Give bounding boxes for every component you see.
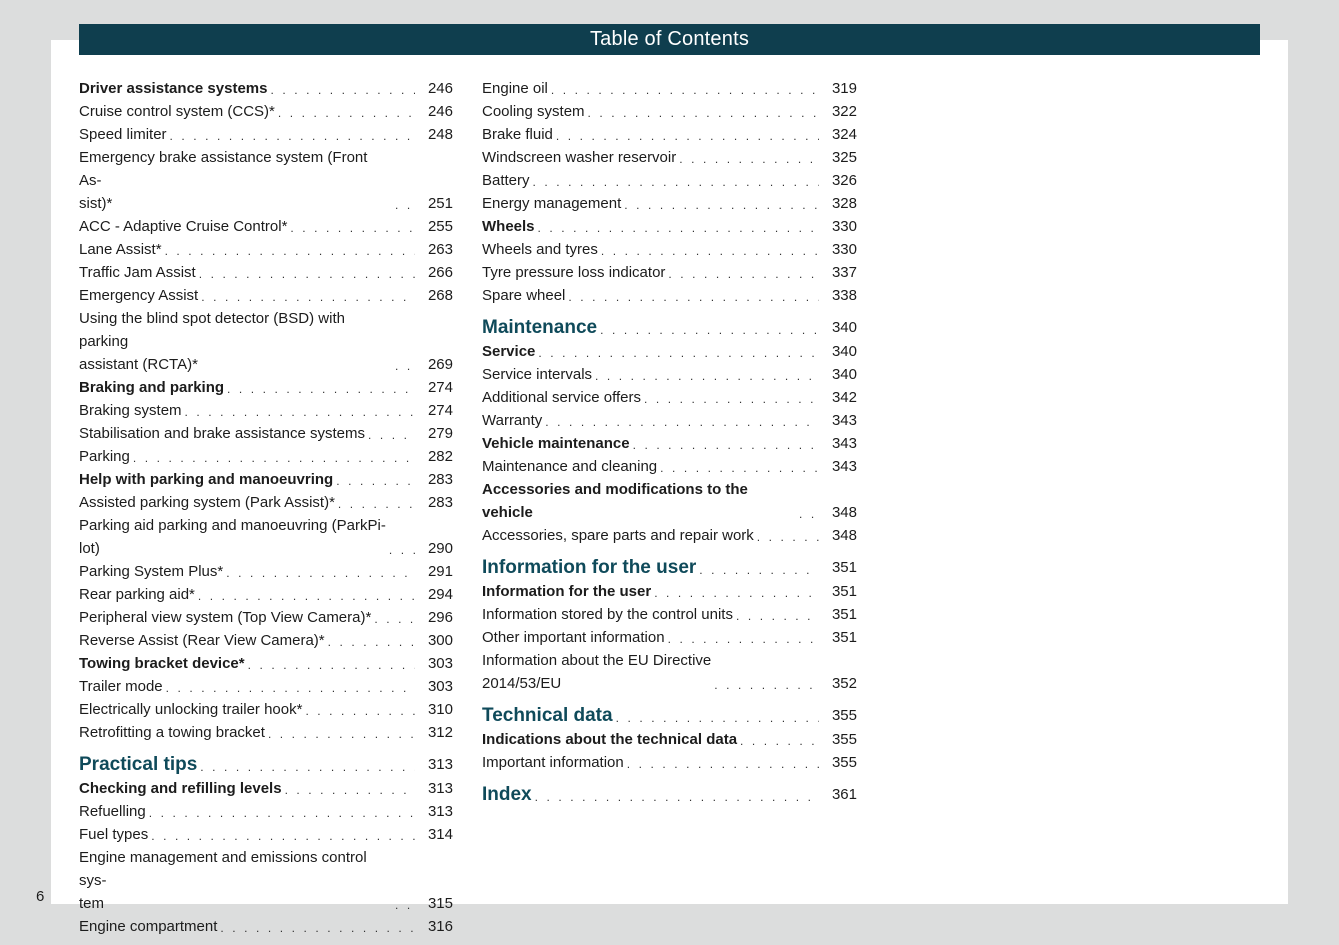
- toc-entry-label-wrap: [482, 192, 831, 215]
- toc-entry-label-wrap: [79, 468, 427, 491]
- toc-entry[interactable]: [79, 77, 453, 100]
- toc-entry-label-wrap: [79, 307, 427, 376]
- toc-entry-page: 310: [427, 701, 453, 718]
- toc-entry-label: Lane Assist*: [79, 241, 162, 258]
- toc-left-column: [79, 77, 453, 938]
- toc-entry[interactable]: [79, 560, 453, 583]
- toc-entry[interactable]: [79, 307, 453, 376]
- toc-entry[interactable]: [79, 422, 453, 445]
- dot-leader: [395, 195, 415, 215]
- dot-leader: [736, 606, 819, 626]
- toc-right-column: [482, 77, 857, 807]
- toc-entry[interactable]: [79, 100, 453, 123]
- dot-leader: [185, 402, 415, 422]
- toc-entry-label: Energy management: [482, 195, 622, 212]
- toc-entry-label-wrap: [79, 146, 427, 215]
- toc-entry[interactable]: [79, 753, 453, 777]
- toc-entry-label-wrap: [79, 721, 427, 744]
- toc-entry[interactable]: [482, 728, 857, 751]
- toc-entry-page: 263: [427, 241, 453, 258]
- dot-leader: [668, 629, 819, 649]
- toc-entry-label-wrap: [79, 261, 427, 284]
- toc-entry-label-wrap: [482, 783, 831, 807]
- toc-entry-page: 251: [427, 195, 453, 212]
- toc-entry[interactable]: [79, 238, 453, 261]
- toc-entry-label-wrap: [79, 123, 427, 146]
- toc-entry-page: 352: [831, 675, 857, 692]
- toc-entry-page: 268: [427, 287, 453, 304]
- toc-entry-page: 351: [831, 606, 857, 623]
- toc-entry-page: 340: [831, 319, 857, 336]
- dot-leader: [149, 803, 415, 823]
- toc-entry-page: 312: [427, 724, 453, 741]
- toc-entry-label-wrap: [482, 169, 831, 192]
- toc-entry-page: 315: [427, 895, 453, 912]
- toc-entry-label-wrap: [482, 77, 831, 100]
- toc-entry[interactable]: [79, 583, 453, 606]
- toc-entry[interactable]: [482, 238, 857, 261]
- toc-entry-page: 269: [427, 356, 453, 373]
- toc-entry-label: Using the blind spot detector (BSD) with parking assistant (RCTA)*: [79, 310, 345, 373]
- toc-entry-page: 291: [427, 563, 453, 580]
- toc-entry-page: 313: [427, 780, 453, 797]
- dot-leader: [535, 787, 819, 807]
- toc-entry[interactable]: [482, 192, 857, 215]
- toc-entry-page: 303: [427, 655, 453, 672]
- toc-entry[interactable]: [482, 626, 857, 649]
- toc-entry-label-wrap: [482, 603, 831, 626]
- toc-entry-label: Practical tips: [79, 754, 198, 775]
- toc-entry[interactable]: [79, 215, 453, 238]
- dot-leader: [568, 287, 819, 307]
- toc-entry[interactable]: [79, 284, 453, 307]
- toc-entry-label: Vehicle maintenance: [482, 435, 630, 452]
- toc-entry-label-wrap: [482, 751, 831, 774]
- toc-entry-label-wrap: [79, 846, 427, 915]
- toc-entry-label: Engine compartment: [79, 918, 218, 935]
- toc-entry[interactable]: [482, 603, 857, 626]
- toc-entry-label-wrap: [79, 238, 427, 261]
- toc-entry[interactable]: [79, 823, 453, 846]
- toc-entry[interactable]: [482, 432, 857, 455]
- dot-leader: [699, 560, 819, 580]
- toc-entry-page: 274: [427, 402, 453, 419]
- toc-entry-label-wrap: [79, 675, 427, 698]
- dot-leader: [624, 195, 819, 215]
- dot-leader: [389, 540, 415, 560]
- toc-entry[interactable]: [79, 652, 453, 675]
- toc-entry-label-wrap: [482, 363, 831, 386]
- toc-entry-label-wrap: [482, 556, 831, 580]
- toc-entry-label: Information stored by the control units: [482, 606, 733, 623]
- dot-leader: [644, 389, 819, 409]
- toc-entry-page: 337: [831, 264, 857, 281]
- toc-entry-label-wrap: [79, 399, 427, 422]
- toc-entry-label: Windscreen washer reservoir: [482, 149, 677, 166]
- toc-entry-label: Cruise control system (CCS)*: [79, 103, 275, 120]
- toc-entry[interactable]: [482, 77, 857, 100]
- toc-entry[interactable]: [79, 629, 453, 652]
- dot-leader: [740, 731, 819, 751]
- toc-entry[interactable]: [482, 316, 857, 340]
- toc-entry-label-wrap: [79, 583, 427, 606]
- toc-entry-page: 300: [427, 632, 453, 649]
- dot-leader: [268, 724, 415, 744]
- toc-entry-page: 355: [831, 731, 857, 748]
- toc-entry-label: Emergency brake assistance system (Front As- sist)*: [79, 149, 368, 212]
- toc-entry-label: Indications about the technical data: [482, 731, 738, 748]
- toc-entry-label-wrap: [482, 261, 831, 284]
- toc-entry-label: Wheels and tyres: [482, 241, 598, 258]
- toc-entry-page: 294: [427, 586, 453, 603]
- page-title: Table of Contents: [589, 28, 750, 50]
- toc-entry-label-wrap: [79, 698, 427, 721]
- toc-entry-page: 326: [831, 172, 857, 189]
- toc-entry-label: Engine oil: [482, 80, 548, 97]
- toc-entry-page: 348: [831, 504, 857, 521]
- toc-entry-page: 355: [831, 754, 857, 771]
- toc-entry[interactable]: [482, 704, 857, 728]
- toc-entry-label: Towing bracket device*: [79, 655, 245, 672]
- toc-entry-label-wrap: [482, 386, 831, 409]
- dot-leader: [336, 471, 415, 491]
- toc-entry-label: Parking System Plus*: [79, 563, 224, 580]
- toc-entry[interactable]: [482, 478, 857, 524]
- toc-entry-page: 325: [831, 149, 857, 166]
- toc-entry-label: Additional service offers: [482, 389, 641, 406]
- toc-entry[interactable]: [79, 800, 453, 823]
- toc-entry-page: 340: [831, 366, 857, 383]
- toc-entry[interactable]: [482, 783, 857, 807]
- toc-entry-label-wrap: [482, 146, 831, 169]
- toc-entry-page: 343: [831, 435, 857, 452]
- dot-leader: [654, 583, 819, 603]
- toc-entry[interactable]: [482, 524, 857, 547]
- dot-leader: [714, 675, 819, 695]
- toc-entry-label-wrap: [79, 491, 427, 514]
- toc-entry-page: 338: [831, 287, 857, 304]
- toc-entry-label-wrap: [482, 284, 831, 307]
- toc-entry-label-wrap: [79, 823, 427, 846]
- toc-entry-label-wrap: [482, 409, 831, 432]
- toc-entry[interactable]: [482, 215, 857, 238]
- toc-entry-page: 340: [831, 343, 857, 360]
- toc-entry-page: 330: [831, 218, 857, 235]
- dot-leader: [601, 241, 819, 261]
- toc-entry-label-wrap: [79, 445, 427, 468]
- toc-entry-page: 322: [831, 103, 857, 120]
- toc-entry-label-wrap: [482, 215, 831, 238]
- toc-entry-label-wrap: [79, 915, 427, 938]
- toc-entry-label-wrap: [482, 704, 831, 728]
- dot-leader: [201, 287, 415, 307]
- dot-leader: [545, 412, 819, 432]
- toc-entry-page: 246: [427, 103, 453, 120]
- dot-leader: [679, 149, 819, 169]
- toc-entry-page: 282: [427, 448, 453, 465]
- dot-leader: [226, 563, 415, 583]
- toc-entry-label: Battery: [482, 172, 530, 189]
- toc-entry[interactable]: [482, 580, 857, 603]
- toc-entry-label-wrap: [79, 422, 427, 445]
- toc-entry-label: Reverse Assist (Rear View Camera)*: [79, 632, 325, 649]
- toc-entry-label-wrap: [79, 284, 427, 307]
- toc-entry-page: 313: [427, 756, 453, 773]
- dot-leader: [151, 826, 415, 846]
- toc-entry-page: 324: [831, 126, 857, 143]
- toc-entry-label-wrap: [79, 376, 427, 399]
- toc-entry-page: 328: [831, 195, 857, 212]
- dot-leader: [248, 655, 415, 675]
- toc-entry[interactable]: [482, 169, 857, 192]
- toc-entry-label: Fuel types: [79, 826, 149, 843]
- toc-entry-label: Information about the EU Directive 2014/53/EU: [482, 652, 712, 692]
- toc-entry[interactable]: [482, 123, 857, 146]
- toc-entry-page: 361: [831, 786, 857, 803]
- toc-entry-label: Index: [482, 784, 532, 805]
- toc-entry-page: 283: [427, 471, 453, 488]
- toc-entry-label: Parking: [79, 448, 130, 465]
- toc-entry-label: Trailer mode: [79, 678, 163, 695]
- toc-entry-label: Technical data: [482, 705, 613, 726]
- toc-entry-label: Maintenance: [482, 317, 598, 338]
- toc-entry-page: 355: [831, 707, 857, 724]
- toc-entry-label-wrap: [482, 728, 831, 751]
- toc-entry-label-wrap: [482, 478, 831, 524]
- toc-entry-label: Engine management and emissions control sys- tem: [79, 849, 367, 912]
- toc-entry-label-wrap: [482, 432, 831, 455]
- toc-entry-label-wrap: [482, 580, 831, 603]
- toc-entry-page: 342: [831, 389, 857, 406]
- toc-entry-label: Driver assistance systems: [79, 80, 268, 97]
- toc-entry-label-wrap: [79, 514, 427, 560]
- toc-entry-page: 316: [427, 918, 453, 935]
- toc-entry-page: 343: [831, 458, 857, 475]
- dot-leader: [227, 379, 415, 399]
- dot-leader: [538, 343, 819, 363]
- toc-entry-label: Brake fluid: [482, 126, 553, 143]
- dot-leader: [533, 172, 819, 192]
- toc-entry-label: Service intervals: [482, 366, 593, 383]
- dot-leader: [395, 356, 415, 376]
- toc-entry[interactable]: [79, 491, 453, 514]
- toc-entry[interactable]: [79, 261, 453, 284]
- toc-entry-label-wrap: [79, 800, 427, 823]
- toc-entry[interactable]: [79, 399, 453, 422]
- toc-entry[interactable]: [79, 123, 453, 146]
- toc-entry-label: Warranty: [482, 412, 543, 429]
- toc-entry[interactable]: [482, 455, 857, 478]
- toc-entry-label: Service: [482, 343, 536, 360]
- toc-entry-label: ACC - Adaptive Cruise Control*: [79, 218, 288, 235]
- toc-header: [79, 24, 1260, 55]
- toc-entry-page: 313: [427, 803, 453, 820]
- dot-leader: [338, 494, 415, 514]
- toc-entry-label: Refuelling: [79, 803, 146, 820]
- toc-entry[interactable]: [79, 376, 453, 399]
- dot-leader: [220, 918, 415, 938]
- toc-entry-label: Cooling system: [482, 103, 585, 120]
- toc-entry-label-wrap: [79, 560, 427, 583]
- dot-leader: [368, 425, 415, 445]
- dot-leader: [133, 448, 415, 468]
- toc-entry-label: Traffic Jam Assist: [79, 264, 196, 281]
- toc-entry-label: Accessories, spare parts and repair work: [482, 527, 754, 544]
- toc-entry-label-wrap: [79, 77, 427, 100]
- toc-entry-page: 330: [831, 241, 857, 258]
- toc-entry[interactable]: [482, 340, 857, 363]
- toc-entry[interactable]: [482, 751, 857, 774]
- dot-leader: [290, 218, 415, 238]
- toc-entry[interactable]: [79, 777, 453, 800]
- toc-entry-label-wrap: [482, 100, 831, 123]
- toc-entry-label: Help with parking and manoeuvring: [79, 471, 334, 488]
- toc-entry-page: 351: [831, 559, 857, 576]
- toc-entry[interactable]: [79, 146, 453, 215]
- dot-leader: [199, 264, 415, 284]
- toc-entry-label: Speed limiter: [79, 126, 167, 143]
- toc-entry-label: Braking system: [79, 402, 182, 419]
- toc-entry-label-wrap: [79, 100, 427, 123]
- toc-entry[interactable]: [482, 284, 857, 307]
- dot-leader: [551, 80, 819, 100]
- toc-entry-label-wrap: [79, 606, 427, 629]
- toc-entry-label-wrap: [482, 455, 831, 478]
- toc-entry-label-wrap: [79, 215, 427, 238]
- toc-entry-page: 246: [427, 80, 453, 97]
- toc-entry[interactable]: [79, 846, 453, 915]
- dot-leader: [538, 218, 819, 238]
- toc-entry-label: Spare wheel: [482, 287, 566, 304]
- toc-entry[interactable]: [482, 649, 857, 695]
- toc-entry-page: 314: [427, 826, 453, 843]
- toc-entry-label: Important information: [482, 754, 624, 771]
- toc-entry-label: Tyre pressure loss indicator: [482, 264, 666, 281]
- dot-leader: [270, 80, 415, 100]
- toc-entry[interactable]: [79, 915, 453, 938]
- dot-leader: [660, 458, 819, 478]
- toc-entry-page: 279: [427, 425, 453, 442]
- toc-entry-page: 266: [427, 264, 453, 281]
- toc-entry-label: Information for the user: [482, 583, 652, 600]
- toc-entry[interactable]: [482, 363, 857, 386]
- toc-entry[interactable]: [79, 721, 453, 744]
- toc-entry-page: 290: [427, 540, 453, 557]
- toc-entry-label: Rear parking aid*: [79, 586, 195, 603]
- dot-leader: [757, 527, 819, 547]
- toc-entry-label: Checking and refilling levels: [79, 780, 282, 797]
- toc-entry-label: Braking and parking: [79, 379, 225, 396]
- dot-leader: [668, 264, 819, 284]
- dot-leader: [278, 103, 415, 123]
- toc-entry-label: Emergency Assist: [79, 287, 199, 304]
- dot-leader: [395, 895, 415, 915]
- dot-leader: [200, 757, 415, 777]
- dot-leader: [600, 320, 819, 340]
- toc-entry[interactable]: [482, 556, 857, 580]
- toc-entry-label: Parking aid parking and manoeuvring (ParkPi- lot): [79, 517, 386, 557]
- toc-entry-page: 343: [831, 412, 857, 429]
- toc-entry-page: 248: [427, 126, 453, 143]
- toc-entry-label-wrap: [79, 777, 427, 800]
- dot-leader: [165, 241, 415, 261]
- toc-entry-label: Accessories and modifications to the vehicle: [482, 481, 748, 521]
- toc-entry[interactable]: [482, 261, 857, 284]
- dot-leader: [633, 435, 819, 455]
- toc-entry-label-wrap: [79, 753, 427, 777]
- toc-entry[interactable]: [79, 445, 453, 468]
- dot-leader: [198, 586, 415, 606]
- toc-entry-label: Stabilisation and brake assistance systems: [79, 425, 365, 442]
- toc-entry[interactable]: [79, 514, 453, 560]
- toc-entry-page: 319: [831, 80, 857, 97]
- toc-entry-page: 296: [427, 609, 453, 626]
- toc-entry-label-wrap: [482, 123, 831, 146]
- toc-entry-label: Retrofitting a towing bracket: [79, 724, 265, 741]
- toc-entry-label-wrap: [482, 524, 831, 547]
- toc-entry-page: 351: [831, 629, 857, 646]
- toc-entry[interactable]: [482, 409, 857, 432]
- dot-leader: [328, 632, 415, 652]
- toc-entry-label-wrap: [482, 649, 831, 695]
- dot-leader: [285, 780, 415, 800]
- toc-entry-page: 274: [427, 379, 453, 396]
- dot-leader: [166, 678, 415, 698]
- page-number: 6: [36, 888, 45, 905]
- toc-entry-label-wrap: [79, 652, 427, 675]
- toc-entry-label: Peripheral view system (Top View Camera)*: [79, 609, 372, 626]
- toc-entry-label-wrap: [482, 238, 831, 261]
- toc-entry[interactable]: [79, 675, 453, 698]
- dot-leader: [588, 103, 819, 123]
- dot-leader: [305, 701, 415, 721]
- toc-entry-label: Electrically unlocking trailer hook*: [79, 701, 303, 718]
- dot-leader: [170, 126, 415, 146]
- toc-entry[interactable]: [482, 146, 857, 169]
- toc-entry-label-wrap: [482, 316, 831, 340]
- toc-entry[interactable]: [482, 100, 857, 123]
- toc-entry-label-wrap: [482, 340, 831, 363]
- toc-entry-page: 255: [427, 218, 453, 235]
- toc-entry-page: 348: [831, 527, 857, 544]
- dot-leader: [799, 504, 819, 524]
- toc-entry-page: 303: [427, 678, 453, 695]
- dot-leader: [595, 366, 819, 386]
- toc-entry-label: Information for the user: [482, 557, 697, 578]
- toc-entry[interactable]: [79, 698, 453, 721]
- toc-entry-page: 283: [427, 494, 453, 511]
- toc-entry-label: Other important information: [482, 629, 665, 646]
- toc-entry[interactable]: [79, 468, 453, 491]
- toc-entry-label: Assisted parking system (Park Assist)*: [79, 494, 335, 511]
- dot-leader: [627, 754, 819, 774]
- toc-entry-page: 351: [831, 583, 857, 600]
- toc-entry-label: Maintenance and cleaning: [482, 458, 658, 475]
- dot-leader: [374, 609, 415, 629]
- toc-entry[interactable]: [482, 386, 857, 409]
- toc-entry[interactable]: [79, 606, 453, 629]
- toc-entry-label-wrap: [79, 629, 427, 652]
- toc-entry-label-wrap: [482, 626, 831, 649]
- toc-entry-label: Wheels: [482, 218, 535, 235]
- dot-leader: [556, 126, 819, 146]
- dot-leader: [616, 708, 819, 728]
